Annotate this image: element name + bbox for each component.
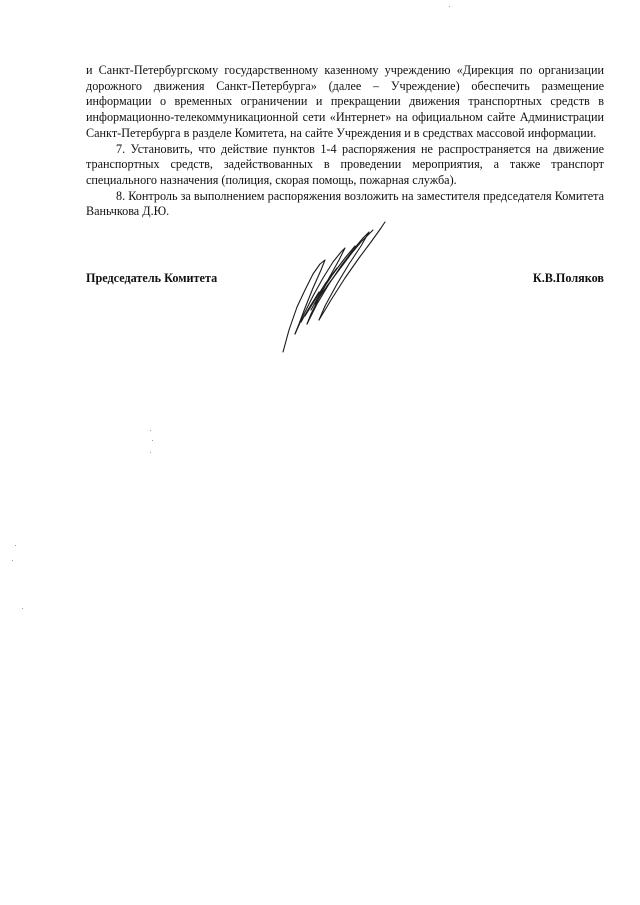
paragraph-continuation: и Санкт-Петербургскому государственному казенному учреждению «Дирекция по организации дорожного движения Санкт-Петербурга» (далее – Учреждение) обеспечить размещение информации о временных ограничении и прекращении движения транспортных средств в информационно-телекоммуникационной сети «Интернет» на официальном сайте Администрации Санкт-Петербурга в разделе Комитета, на сайте Учреждения и в средствах массовой информации.	[86, 63, 604, 140]
handwritten-signature	[275, 212, 390, 357]
item-8: 8. Контроль за выполнением распоряжения возложить на заместителя председателя Комитета Ваньчкова Д.Ю.	[86, 188, 604, 219]
scan-speck	[150, 452, 151, 453]
scan-speck	[22, 608, 23, 609]
scan-speck	[152, 440, 153, 441]
scan-speck	[15, 545, 16, 546]
signatory-name: К.В.Поляков	[532, 271, 604, 285]
scan-speck	[12, 560, 13, 561]
scan-speck	[150, 430, 151, 431]
scan-speck	[449, 6, 450, 7]
signatory-title: Председатель Комитета	[86, 271, 218, 285]
document-body	[86, 63, 604, 220]
item-7: 7. Установить, что действие пунктов 1-4 распоряжения не распространяется на движение транспортных средств, задействованных в проведении мероприятия, а также транспорт специального назначения (полиция, скорая помощь, пожарная служба).	[86, 141, 604, 187]
